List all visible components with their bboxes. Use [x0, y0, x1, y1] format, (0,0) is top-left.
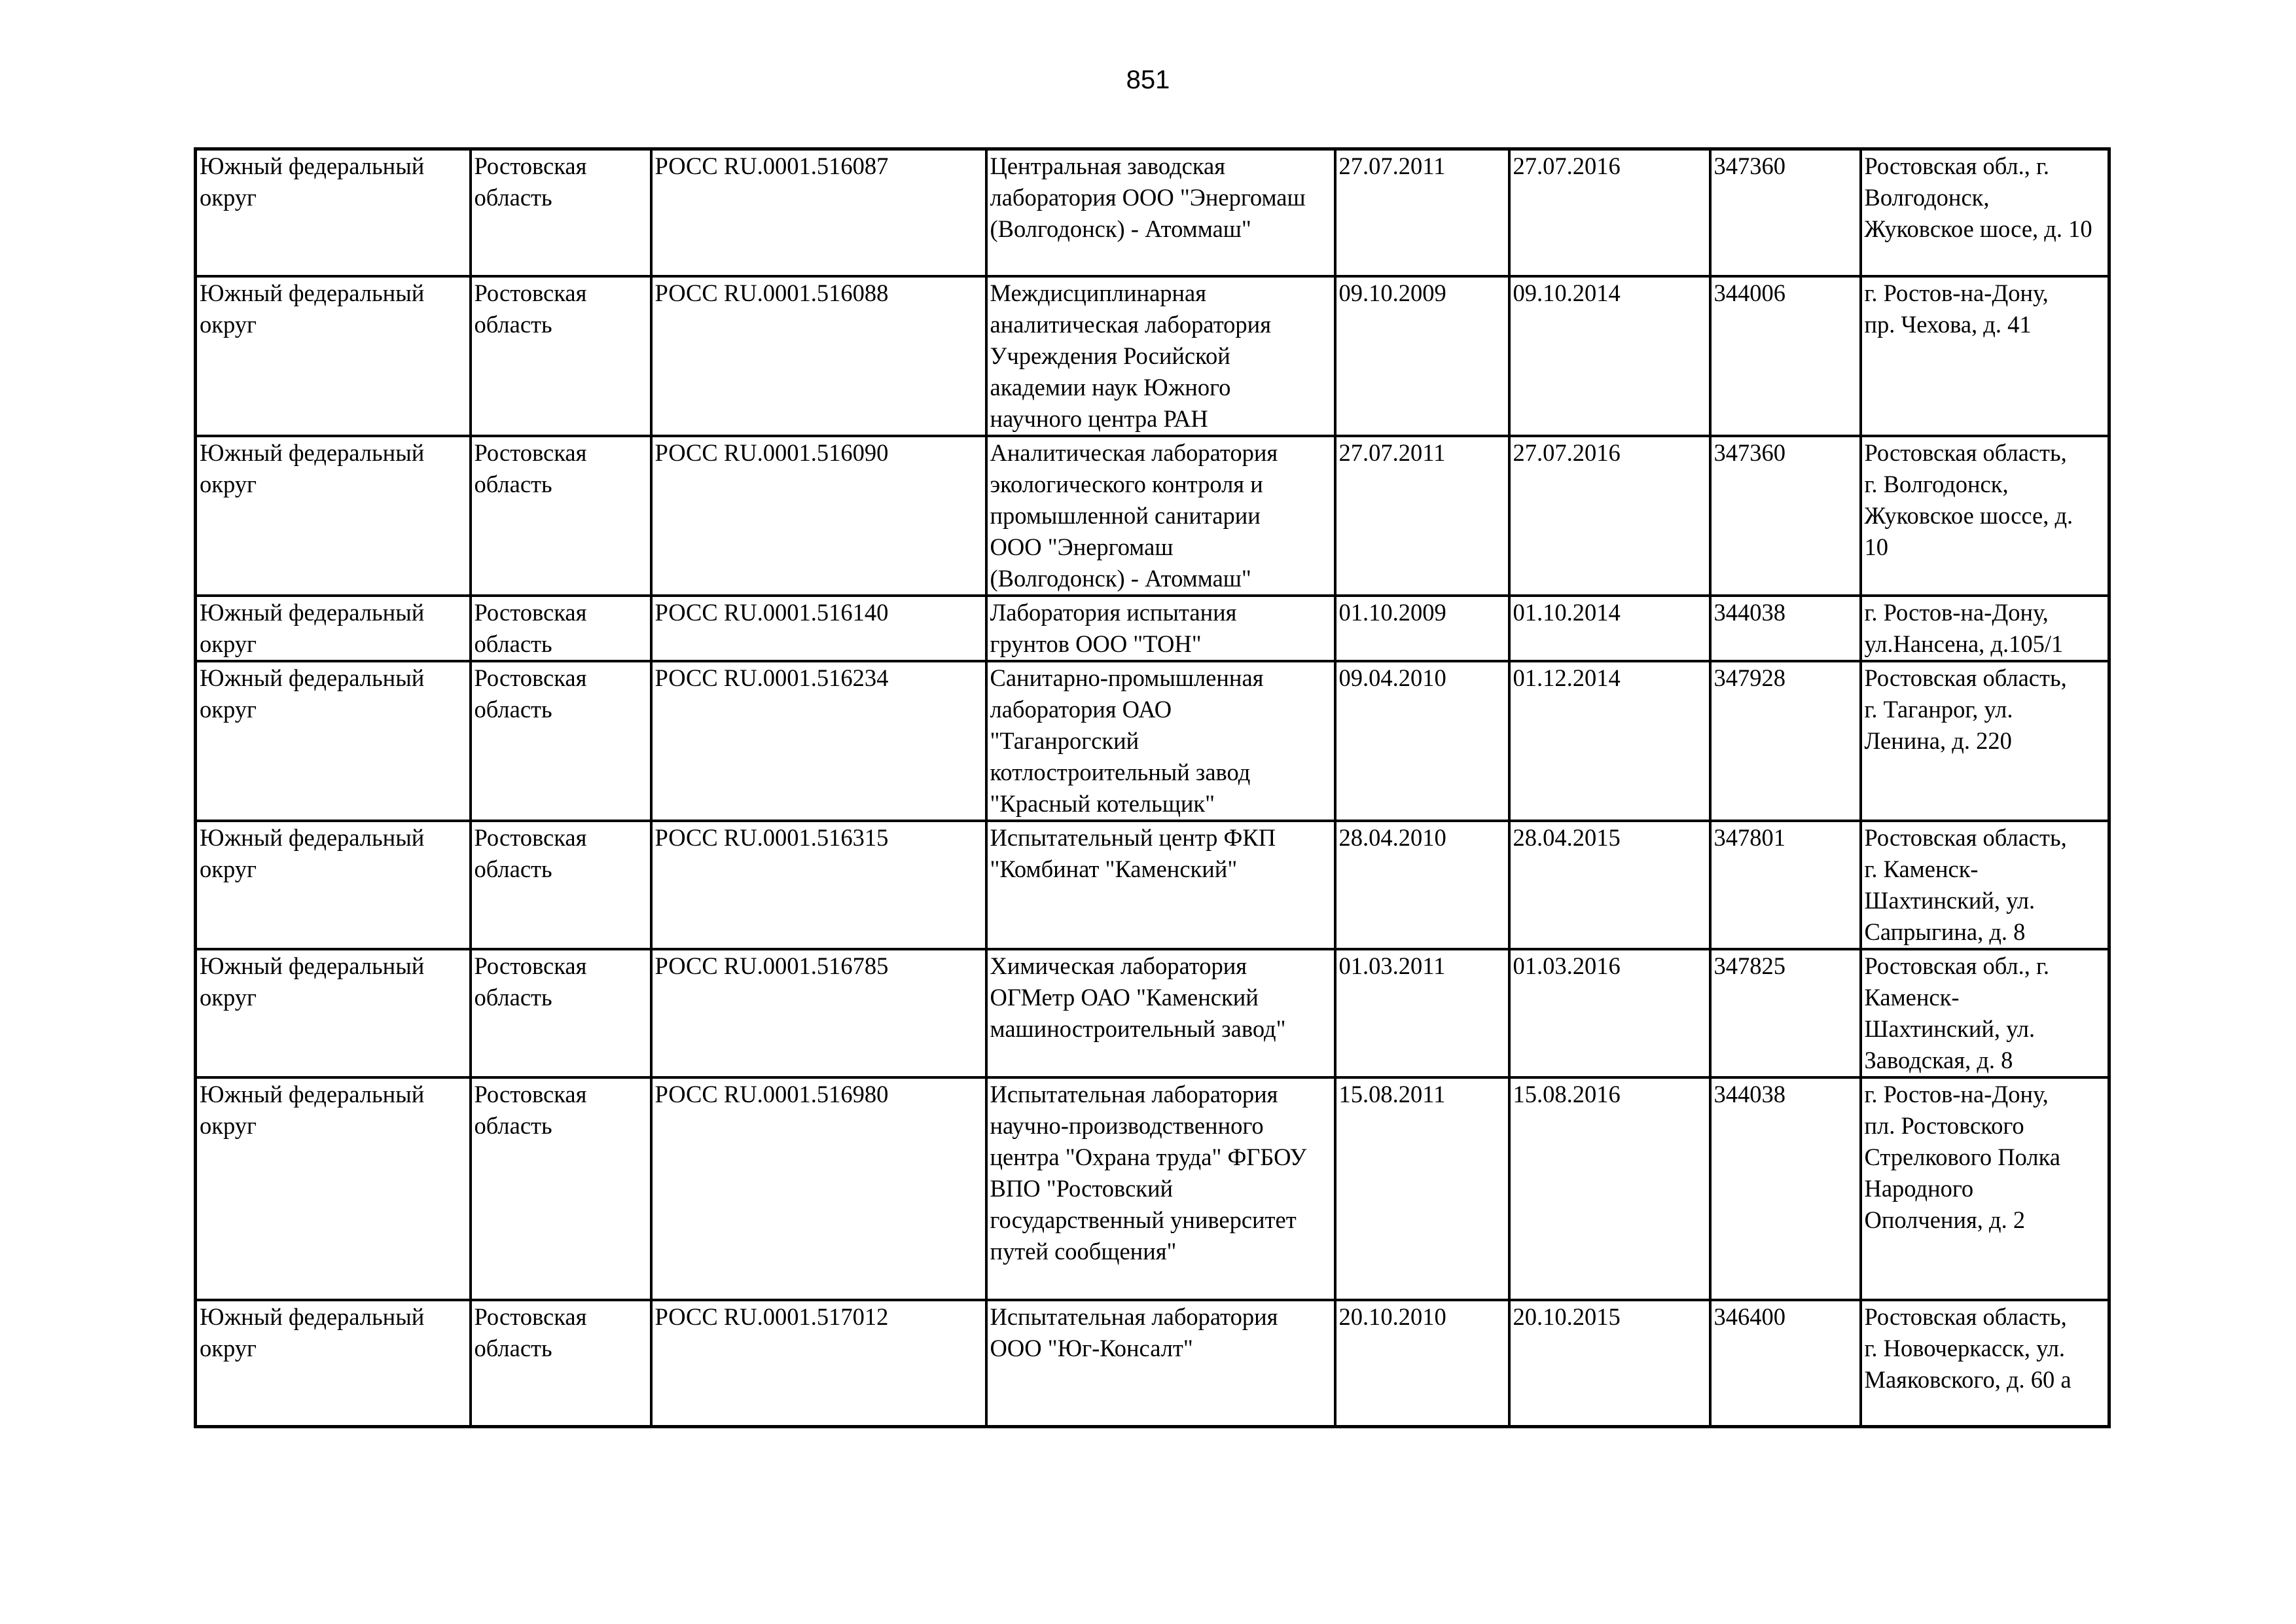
region-cell: Ростовская область	[471, 596, 651, 661]
date-to-cell: 27.07.2016	[1509, 436, 1710, 596]
table-row	[196, 949, 2109, 1077]
certificate-number-cell: РОСС RU.0001.516785	[651, 949, 986, 1077]
district-cell: Южный федеральный округ	[196, 436, 471, 596]
postal-index-cell: 347801	[1710, 821, 1861, 949]
address-cell: г. Ростов-на-Дону, пл. Ростовского Стрелкового Полка Народного Ополчения, д. 2	[1861, 1077, 2109, 1300]
region-cell: Ростовская область	[471, 661, 651, 821]
district-cell: Южный федеральный округ	[196, 949, 471, 1077]
certificate-number-cell: РОСС RU.0001.516087	[651, 149, 986, 276]
laboratory-name-cell: Испытательная лаборатория ООО "Юг-Консалт"	[986, 1300, 1335, 1427]
date-from-cell: 09.04.2010	[1335, 661, 1509, 821]
certificate-number-cell: РОСС RU.0001.516088	[651, 276, 986, 436]
district-cell: Южный федеральный округ	[196, 276, 471, 436]
postal-index-cell: 347825	[1710, 949, 1861, 1077]
date-from-cell: 20.10.2010	[1335, 1300, 1509, 1427]
table-row	[196, 821, 2109, 949]
postal-index-cell: 347928	[1710, 661, 1861, 821]
district-cell: Южный федеральный округ	[196, 596, 471, 661]
certificate-number-cell: РОСС RU.0001.516234	[651, 661, 986, 821]
postal-index-cell: 344038	[1710, 596, 1861, 661]
address-cell: Ростовская обл., г. Каменск- Шахтинский, ул. Заводская, д. 8	[1861, 949, 2109, 1077]
postal-index-cell: 344038	[1710, 1077, 1861, 1300]
postal-index-cell: 347360	[1710, 436, 1861, 596]
region-cell: Ростовская область	[471, 276, 651, 436]
table-row	[196, 276, 2109, 436]
date-from-cell: 01.03.2011	[1335, 949, 1509, 1077]
district-cell: Южный федеральный округ	[196, 1077, 471, 1300]
address-cell: Ростовская область, г. Новочеркасск, ул. Маяковского, д. 60 а	[1861, 1300, 2109, 1427]
region-cell: Ростовская область	[471, 1300, 651, 1427]
laboratory-name-cell: Испытательный центр ФКП "Комбинат "Каменский"	[986, 821, 1335, 949]
address-cell: г. Ростов-на-Дону, ул.Нансена, д.105/1	[1861, 596, 2109, 661]
date-from-cell: 27.07.2011	[1335, 149, 1509, 276]
postal-index-cell: 347360	[1710, 149, 1861, 276]
date-to-cell: 28.04.2015	[1509, 821, 1710, 949]
address-cell: г. Ростов-на-Дону, пр. Чехова, д. 41	[1861, 276, 2109, 436]
laboratory-name-cell: Лаборатория испытания грунтов ООО "ТОН"	[986, 596, 1335, 661]
region-cell: Ростовская область	[471, 436, 651, 596]
date-from-cell: 09.10.2009	[1335, 276, 1509, 436]
table-row	[196, 596, 2109, 661]
table-row	[196, 149, 2109, 276]
page-number: 851	[1126, 65, 1170, 94]
region-cell: Ростовская область	[471, 949, 651, 1077]
certificate-number-cell: РОСС RU.0001.516140	[651, 596, 986, 661]
region-cell: Ростовская область	[471, 821, 651, 949]
district-cell: Южный федеральный округ	[196, 149, 471, 276]
date-from-cell: 28.04.2010	[1335, 821, 1509, 949]
certificate-number-cell: РОСС RU.0001.516980	[651, 1077, 986, 1300]
region-cell: Ростовская область	[471, 1077, 651, 1300]
certificate-number-cell: РОСС RU.0001.516090	[651, 436, 986, 596]
date-from-cell: 01.10.2009	[1335, 596, 1509, 661]
laboratory-name-cell: Центральная заводская лаборатория ООО "Энергомаш (Волгодонск) - Атоммаш"	[986, 149, 1335, 276]
postal-index-cell: 346400	[1710, 1300, 1861, 1427]
laboratory-registry-table	[194, 147, 2111, 1428]
district-cell: Южный федеральный округ	[196, 661, 471, 821]
date-from-cell: 15.08.2011	[1335, 1077, 1509, 1300]
address-cell: Ростовская область, г. Волгодонск, Жуковское шоссе, д. 10	[1861, 436, 2109, 596]
laboratory-name-cell: Междисциплинарная аналитическая лаборатория Учреждения Росийской академии наук Южного научного центра РАН	[986, 276, 1335, 436]
laboratory-name-cell: Аналитическая лаборатория экологического контроля и промышленной санитарии ООО "Энергомаш (Волгодонск) - Атоммаш"	[986, 436, 1335, 596]
date-from-cell: 27.07.2011	[1335, 436, 1509, 596]
certificate-number-cell: РОСС RU.0001.516315	[651, 821, 986, 949]
date-to-cell: 27.07.2016	[1509, 149, 1710, 276]
date-to-cell: 09.10.2014	[1509, 276, 1710, 436]
laboratory-name-cell: Химическая лаборатория ОГМетр ОАО "Каменский машиностроительный завод"	[986, 949, 1335, 1077]
address-cell: Ростовская обл., г. Волгодонск, Жуковское шосе, д. 10	[1861, 149, 2109, 276]
certificate-number-cell: РОСС RU.0001.517012	[651, 1300, 986, 1427]
district-cell: Южный федеральный округ	[196, 1300, 471, 1427]
district-cell: Южный федеральный округ	[196, 821, 471, 949]
table-row	[196, 1300, 2109, 1427]
table-row	[196, 436, 2109, 596]
laboratory-name-cell: Испытательная лаборатория научно-производственного центра "Охрана труда" ФГБОУ ВПО "Ростовский государственный университет путей сообщения"	[986, 1077, 1335, 1300]
date-to-cell: 15.08.2016	[1509, 1077, 1710, 1300]
postal-index-cell: 344006	[1710, 276, 1861, 436]
date-to-cell: 20.10.2015	[1509, 1300, 1710, 1427]
date-to-cell: 01.12.2014	[1509, 661, 1710, 821]
date-to-cell: 01.10.2014	[1509, 596, 1710, 661]
address-cell: Ростовская область, г. Таганрог, ул. Ленина, д. 220	[1861, 661, 2109, 821]
region-cell: Ростовская область	[471, 149, 651, 276]
table-row	[196, 1077, 2109, 1300]
date-to-cell: 01.03.2016	[1509, 949, 1710, 1077]
table-row	[196, 661, 2109, 821]
address-cell: Ростовская область, г. Каменск- Шахтинский, ул. Сапрыгина, д. 8	[1861, 821, 2109, 949]
laboratory-name-cell: Санитарно-промышленная лаборатория ОАО "Таганрогский котлостроительный завод "Красный котельщик"	[986, 661, 1335, 821]
